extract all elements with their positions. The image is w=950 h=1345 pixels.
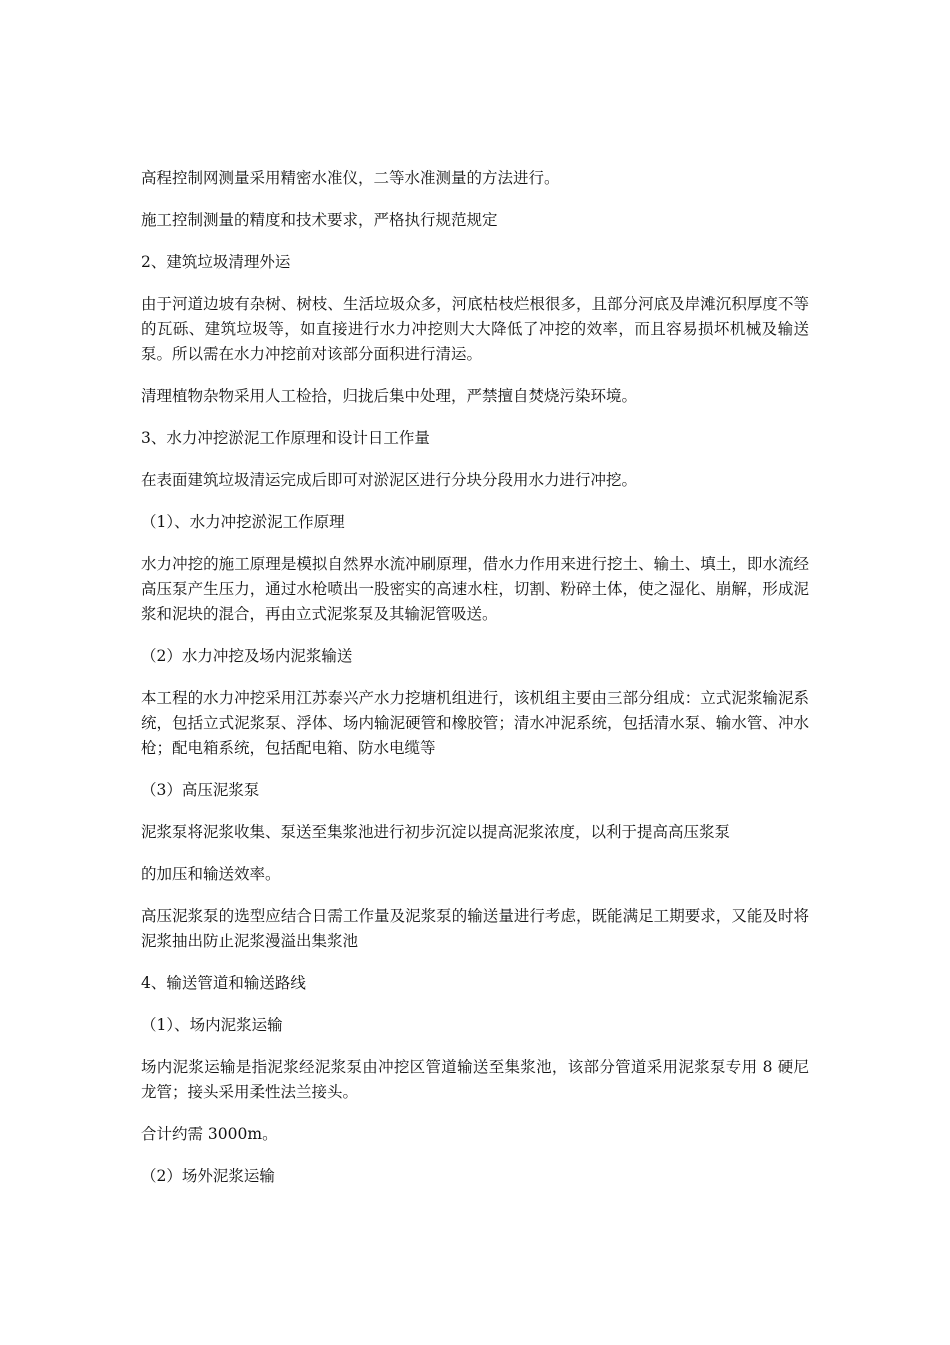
heading-waste-removal: 2、建筑垃圾清理外运	[141, 253, 291, 271]
paragraph-equipment-systems: 本工程的水力冲挖采用江苏泰兴产水力挖塘机组进行，该机组主要由三部分组成：立式泥浆输泥系统，包括立式泥浆泵、浮体、场内输泥硬管和橡胶管；清水冲泥系统，包括清水泵、输水管、冲水枪；配电箱系统，包括配电箱、防水电缆等	[141, 689, 809, 757]
paragraph-onsite-transport: 场内泥浆运输是指泥浆经泥浆泵由冲挖区管道输送至集浆池，该部分管道采用泥浆泵专用 8 硬尼龙管；接头采用柔性法兰接头。	[141, 1058, 809, 1101]
heading-hydraulic-excavation: 3、水力冲挖淤泥工作原理和设计日工作量	[141, 429, 430, 447]
subheading-mud-transport: （2）水力冲挖及场内泥浆输送	[141, 647, 353, 665]
paragraph-waste-description: 由于河道边坡有杂树、树枝、生活垃圾众多，河底枯枝烂根很多，且部分河底及岸滩沉积厚度不等的瓦砾、建筑垃圾等，如直接进行水力冲挖则大大降低了冲挖的效率，而且容易损坏机械及输送泵。所以需在水力冲挖前对该部分面积进行清运。	[141, 295, 809, 363]
paragraph-excavation-start: 在表面建筑垃圾清运完成后即可对淤泥区进行分块分段用水力进行冲挖。	[141, 471, 638, 489]
paragraph-pump-selection: 高压泥浆泵的选型应结合日需工作量及泥浆泵的输送量进行考虑，既能满足工期要求，又能及时将泥浆抽出防止泥浆漫溢出集浆池	[141, 907, 809, 950]
paragraph-total-length: 合计约需 3000m。	[141, 1125, 278, 1143]
subheading-offsite-transport: （2）场外泥浆运输	[141, 1167, 275, 1185]
heading-pipelines-routes: 4、输送管道和输送路线	[141, 974, 306, 992]
paragraph-control-survey: 施工控制测量的精度和技术要求，严格执行规范规定	[141, 211, 498, 229]
paragraph-pump-efficiency: 的加压和输送效率。	[141, 865, 281, 883]
paragraph-working-principle: 水力冲挖的施工原理是模拟自然界水流冲刷原理，借水力作用来进行挖土、输土、填土，即水流经高压泵产生压力，通过水枪喷出一股密实的高速水柱，切割、粉碎土体，使之湿化、崩解，形成泥浆和泥块的混合，再由立式泥浆泵及其输泥管吸送。	[141, 555, 809, 623]
subheading-high-pressure-pump: （3）高压泥浆泵	[141, 781, 260, 799]
document-body	[141, 166, 809, 1206]
paragraph-leveling-method: 高程控制网测量采用精密水准仪，二等水准测量的方法进行。	[141, 169, 560, 187]
subheading-working-principle: （1）、水力冲挖淤泥工作原理	[141, 513, 345, 531]
paragraph-pump-collection: 泥浆泵将泥浆收集、泵送至集浆池进行初步沉淀以提高泥浆浓度，以利于提高高压浆泵	[141, 823, 731, 841]
paragraph-plant-debris: 清理植物杂物采用人工检拾，归拢后集中处理，严禁擅自焚烧污染环境。	[141, 387, 638, 405]
subheading-onsite-transport: （1）、场内泥浆运输	[141, 1016, 283, 1034]
